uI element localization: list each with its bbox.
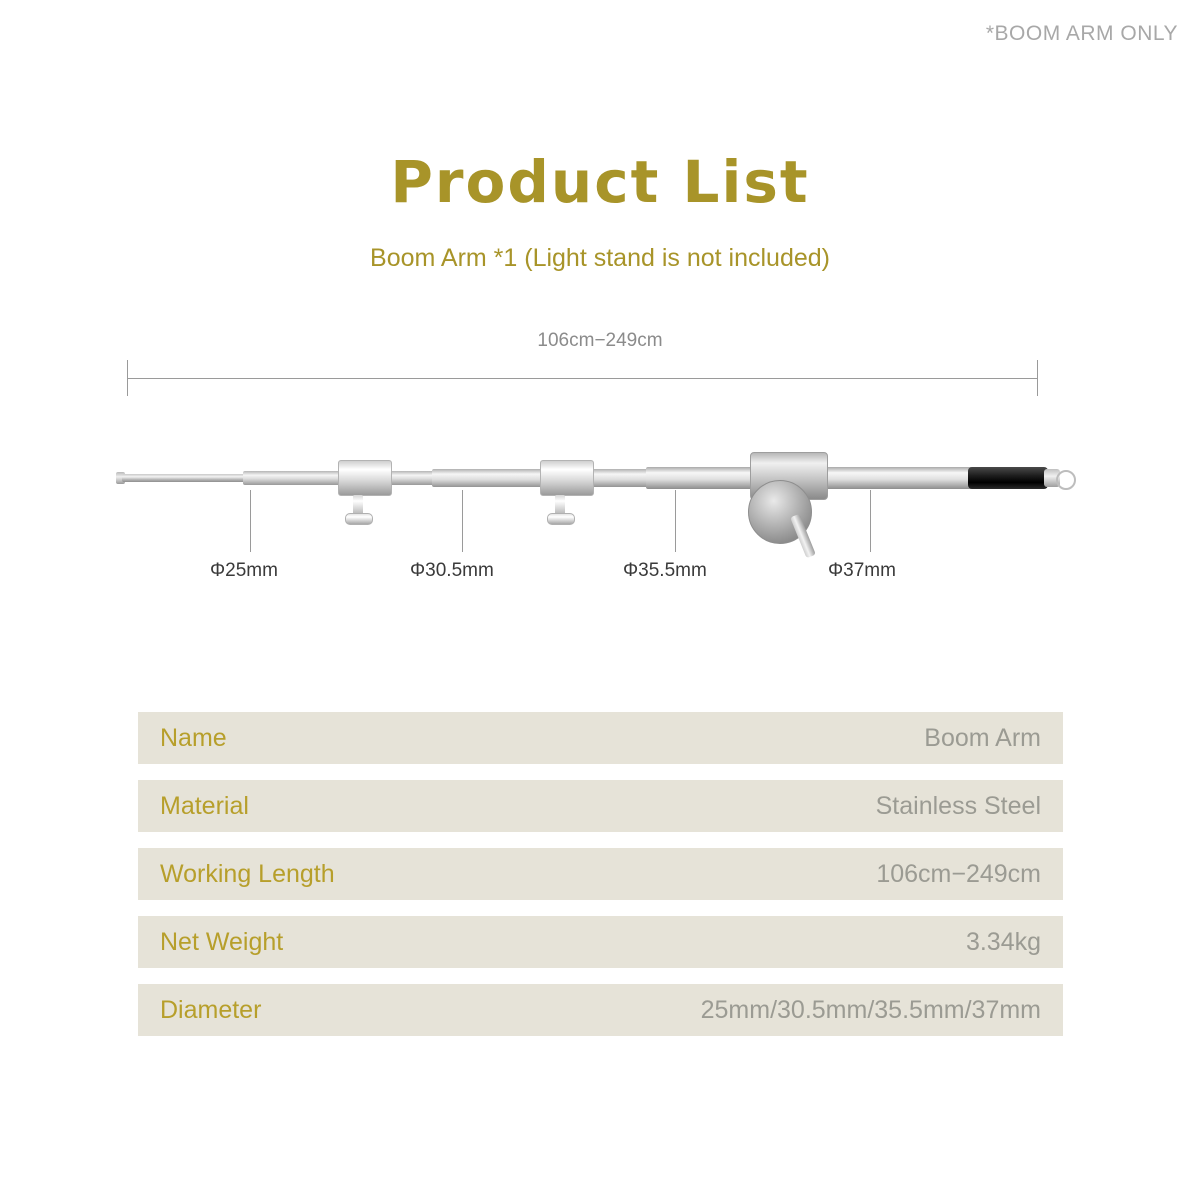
callout-diameter-30-5mm: Φ30.5mm: [410, 560, 494, 581]
page-subtitle: Boom Arm *1 (Light stand is not included): [370, 244, 830, 272]
collar-knob: [547, 513, 575, 525]
spec-value: Boom Arm: [924, 723, 1041, 752]
boom-arm-only-note: *BOOM ARM ONLY: [985, 22, 1178, 45]
locking-collar-2: [540, 460, 594, 496]
table-row: [138, 780, 1063, 832]
overall-length-label: 106cm−249cm: [537, 330, 663, 351]
collar-knob: [345, 513, 373, 525]
table-row: [138, 848, 1063, 900]
specification-table: [138, 712, 1063, 1052]
spec-key: Material: [160, 791, 249, 820]
leader-line-4: [870, 490, 871, 552]
locking-collar-1: [338, 460, 392, 496]
boom-arm-illustration: [110, 440, 1090, 530]
dimension-cap-left: [127, 360, 128, 396]
spec-value: Stainless Steel: [875, 791, 1041, 820]
page-title: Product List: [390, 148, 810, 216]
leader-line-2: [462, 490, 463, 552]
spec-value: 25mm/30.5mm/35.5mm/37mm: [700, 995, 1041, 1024]
tube-segment-25mm: [122, 474, 247, 482]
spec-value: 3.34kg: [965, 927, 1041, 956]
collar-stub: [555, 495, 565, 515]
spec-key: Working Length: [160, 859, 335, 888]
collar-stub: [353, 495, 363, 515]
callout-diameter-37mm: Φ37mm: [828, 560, 896, 581]
spec-value: 106cm−249cm: [876, 859, 1041, 888]
dimension-line: [127, 378, 1037, 379]
product-diagram: [110, 330, 1090, 620]
table-row: [138, 712, 1063, 764]
callout-diameter-35-5mm: Φ35.5mm: [623, 560, 707, 581]
hanging-ring-icon: [1056, 470, 1076, 490]
table-row: [138, 916, 1063, 968]
leader-line-3: [675, 490, 676, 552]
spec-key: Name: [160, 723, 227, 752]
table-row: [138, 984, 1063, 1036]
callout-diameter-25mm: Φ25mm: [210, 560, 278, 581]
leader-line-1: [250, 490, 251, 552]
foam-grip: [968, 467, 1048, 489]
dimension-cap-right: [1037, 360, 1038, 396]
spec-key: Diameter: [160, 995, 262, 1024]
spec-key: Net Weight: [160, 927, 284, 956]
